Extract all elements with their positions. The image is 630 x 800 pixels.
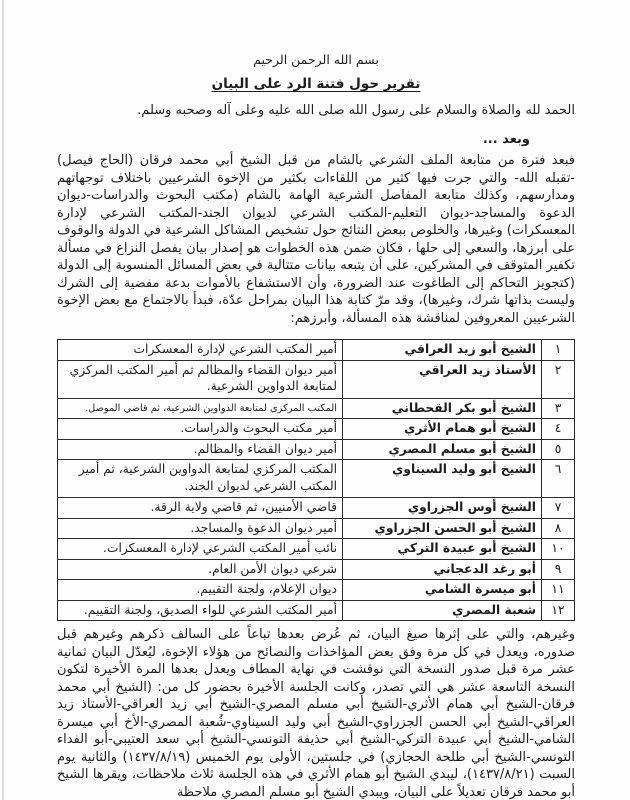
row-number-cell: ٦ [542,460,575,498]
table-row [58,559,575,580]
table-row [58,518,575,539]
scholar-name-cell: الشيخ أبو زيد العراقي [343,340,542,361]
table-row [58,498,575,519]
table-row [58,419,575,440]
scholar-role-cell: المكتب المركزي لمتابعة الدواوين الشرعية، ثم قاضي الموصل. [58,398,343,419]
row-number-cell: ٥ [542,439,575,460]
waba3d-line: وبعد ... [482,132,530,147]
scholar-role-cell: قاضي الأمنيين، ثم قاضي ولاية الرقة. [58,498,343,519]
row-number-cell: ١ [542,340,575,361]
report-title: تقرير حول فتنة الرد على البيان [211,76,421,92]
basmala: بسم الله الرحمن الرحيم [253,52,379,67]
table-row [58,360,575,398]
row-number-cell: ٨ [542,518,575,539]
table-row [58,460,575,498]
scan-edge-artifact [2,0,4,800]
scholar-role-cell: أمير المكتب الشرعي لإدارة المعسكرات [58,340,343,361]
scholar-role-cell: المكتب المركزي لمتابعة الدواوين الشرعية، ثم أمير المكتب الشرعي لديوان الجند. [58,460,343,498]
scholar-name-cell: أبو ميسرة الشامي [343,580,542,601]
scholar-role-cell: أمير ديوان القضاء والمظالم ثم أمير المكتب المركزي لمتابعة الدواوين الشرعية. [58,360,343,398]
intro-paragraph: فبعد فترة من متابعة الملف الشرعي بالشام من قبل الشيخ أبي محمد فرقان (الحاج فيصل) -تقبله الله- والتي جرت فيها كثير من اللقاءات بكثير من الإخوة الشرعيين باختلاف توجهاتهم ومدارسهم، وكذلك متابعة المفاصل الشرعية الهامة بالشام (مكتب البحوث والدراسات-ديوان الدعوة والمساجد-ديوان التعليم-المكتب الشرعي لديوان الجند-المكتب الشرعي لإدارة المعسكرات) وغيرها، والخلوص ببعض النتائج حول تشخيص المشاكل الشرعية في الدولة والوقوف على أبرزها، والسعي إلى حلها ، فكان ضمن هذه الخطوات هو إصدار بيان يفصل النزاع في مسألة تكفير المتوقف في المشركين، على أن يتبعه بيانات متتالية في بعض المسائل المنسوبة إلى الدولة (كتجويز التحاكم إلى الطاغوت عند الضرورة، وأن الاستشفاع بالأموات بدعة مفضية إلى الشرك وليست بذاتها شرك، وغيرها)، وقد مرّ كتابة هذا البيان بمراحل عدّة، فبدأ بالاجتماع مع بعض الإخوة الشرعيين المعروفين لمناقشة هذه المسألة، وأبرزهم: [57,153,575,326]
table-row [58,340,575,361]
scholar-role-cell: أمير ديوان الدعوة والمساجد. [58,518,343,539]
row-number-cell: ٩ [542,559,575,580]
scholar-role-cell: نائب أمير المكتب الشرعي لإدارة المعسكرات. [58,539,343,560]
scholar-name-cell: أبو رغد الدعجاني [343,559,542,580]
closing-paragraph: وغيرهم، والتي على إثرها صيغ البيان، ثم عُرض بعدها تباعاً على السالف ذكرهم وغيرهم قبل صدوره، ويعدل في كل مرة وفق بعض المؤاخذات والنصائح من هؤلاء الإخوة، ليُعدّل البيان ثمانية عشر مرة قبل صدور النسخة التي نوقشت في نهاية المطاف ويعدل بعدها المرة الأخيرة لتكون النسخة التاسعة عشر هي التي تصدر، وكانت الجلسة الأخيرة بحضور كل من: (الشيخ أبي محمد فرقان-الشيخ أبي همام الأثري-الشيخ أبي مسلم المصري-الشيخ أبي زيد العراقي-الأستاذ زيد العراقي-الشيخ أبي الحسن الجزراوي-الشيخ أبي وليد السيناوي-شُعبة المصري-الأخ أبي ميسرة الشامي-الشيخ أبي عبيدة التركي-الشيخ أبي حذيفة التونسي-الشيخ أبي سعد العتيبي-أبو الفداء التونسي-الشيخ أبي طلحة الحجازي) في جلستين، الأولى يوم الخميس (١٤٣٧/٨/١٩) والثانية يوم السبت (١٤٣٧/٨/٢١)، ليبدي الشيخ أبو همام الأثري في هذه الجلسة ثلاث ملاحظات، ويقرها الشيخ أبو محمد فرقان تعديلاً على البيان، ويبدي الشيخ أبو مسلم المصري ملاحظة [57,627,576,800]
scholar-name-cell: الشيخ أبو الحسن الجزراوي [343,518,542,539]
scholar-name-cell: الشيخ أبو وليد السيناوي [343,460,542,498]
scholar-role-cell: أمير ديوان القضاء والمظالم. [58,439,343,460]
table-row [58,600,575,621]
row-number-cell: ١٢ [542,600,575,621]
row-number-cell: ٣ [542,398,575,419]
table-row [58,439,575,460]
scholars-table-body [58,340,575,621]
row-number-cell: ١١ [542,580,575,601]
salutation-line: الحمد لله والصلاة والسلام على رسول الله صلى الله عليه وعلى آله وصحبه وسلم. [137,103,575,118]
scholar-role-cell: ديوان الإعلام، ولجنة التقييم. [58,580,343,601]
scholars-table [57,339,575,621]
scholar-role-cell: أمير المكتب الشرعي للواء الصديق، ولجنة التقييم. [58,600,343,621]
scholar-name-cell: الشيخ أبو مسلم المصري [343,439,542,460]
row-number-cell: ٢ [542,360,575,398]
scholar-role-cell: أمير مكتب البحوث والدراسات. [58,419,343,440]
scholar-name-cell: الأستاذ زيد العراقي [343,360,542,398]
table-row [58,580,575,601]
scholar-role-cell: شرعي ديوان الأمن العام. [58,559,343,580]
scholar-name-cell: الشيخ أبو بكر القحطاني [343,398,542,419]
row-number-cell: ٤ [542,419,575,440]
document-content [57,52,575,800]
scholar-name-cell: الشيخ أوس الجزراوي [343,498,542,519]
scholar-name-cell: شعبة المصري [343,600,542,621]
scholar-name-cell: الشيخ أبو همام الأثري [343,419,542,440]
row-number-cell: ١٠ [542,539,575,560]
row-number-cell: ٧ [542,498,575,519]
table-row [58,398,575,419]
scholar-name-cell: الشيخ أبو عبيدة التركي [343,539,542,560]
table-row [58,539,575,560]
